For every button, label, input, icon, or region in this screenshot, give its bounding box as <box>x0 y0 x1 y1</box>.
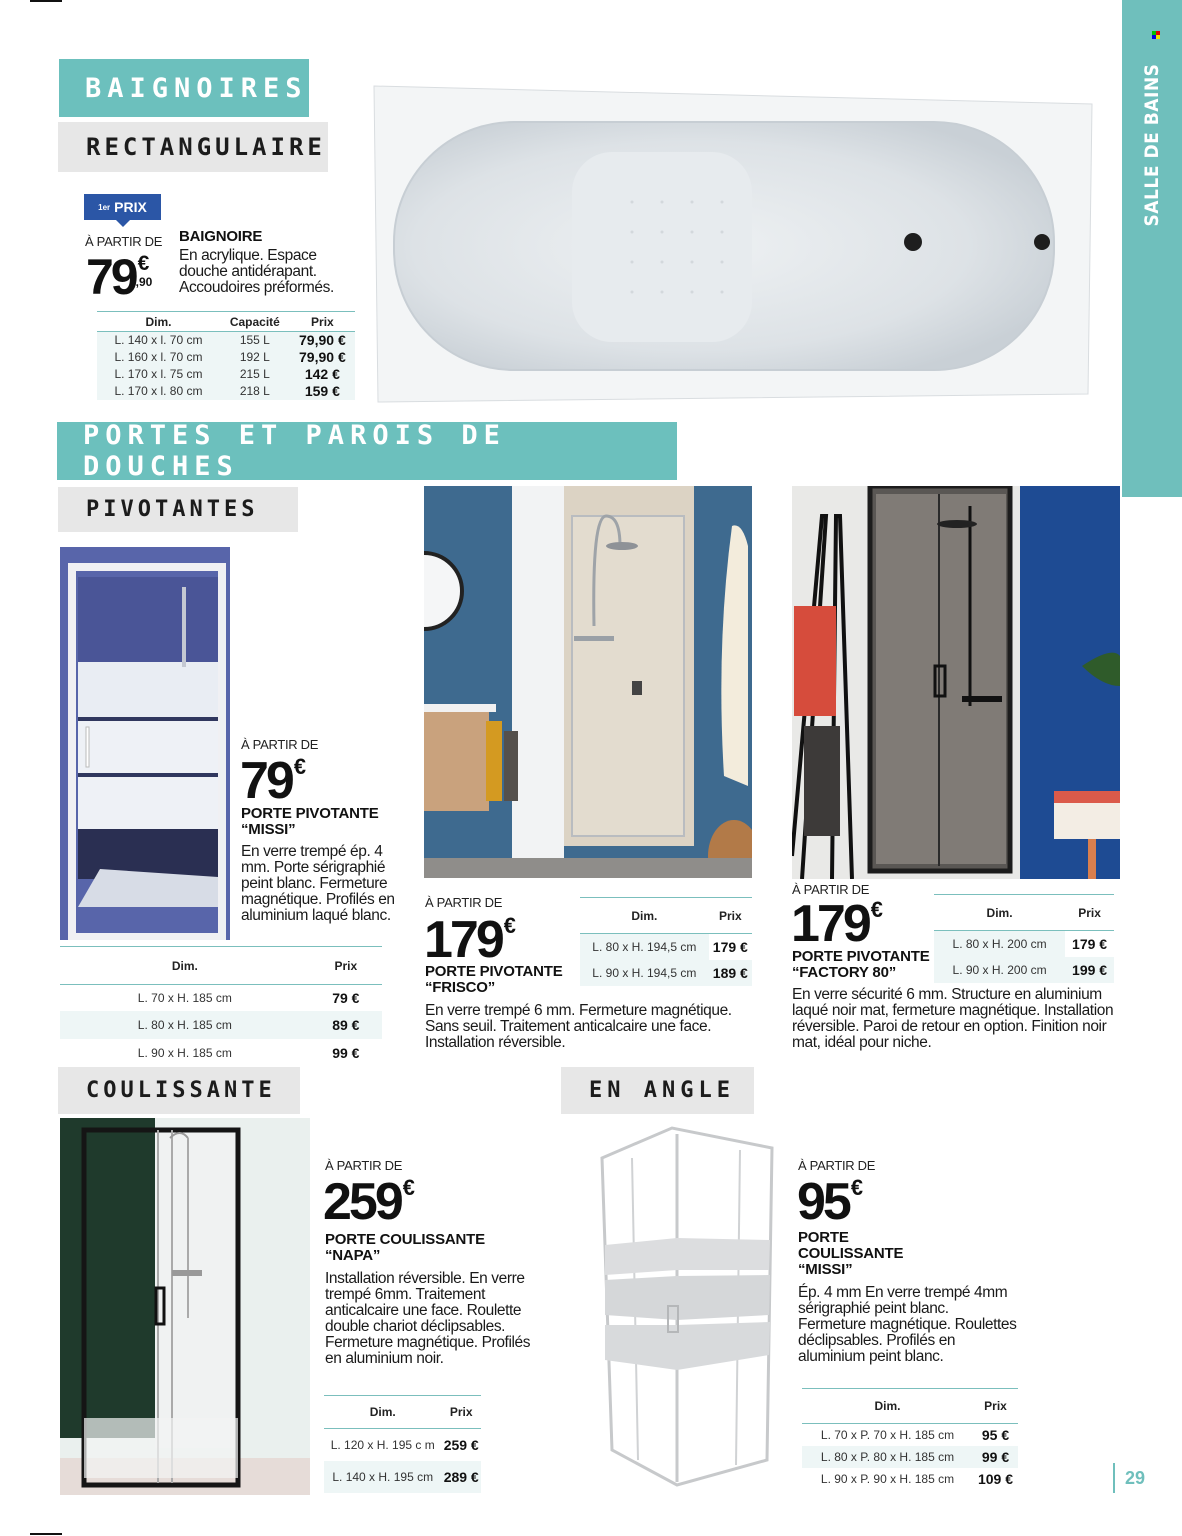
table-row: L. 90 x P. 90 x H. 185 cm 109 € <box>820 1470 1014 1487</box>
color-registration-icon <box>1152 31 1160 39</box>
table-header-row: Dim. Prix <box>324 1396 481 1429</box>
shower-photo-frisco <box>424 486 752 878</box>
product-title-baignoire: BAIGNOIRE <box>179 228 263 245</box>
table-row: L. 140 x l. 70 cm 155 L 79,90 € <box>97 332 355 349</box>
overflow-icon <box>1034 234 1050 250</box>
subheading-pivotantes: PIVOTANTES <box>58 487 298 532</box>
price-napa: 259 € <box>323 1173 415 1231</box>
from-label: À PARTIR DE <box>425 895 503 910</box>
product-description-baignoire: En acrylique. Espace douche antidérapant. Accoudoires préformés. <box>179 247 334 296</box>
bathtub-photo <box>372 82 1100 407</box>
from-label: À PARTIR DE <box>85 234 163 249</box>
table-header-row: Dim. Prix <box>60 947 382 985</box>
shower-photo-missi-pivotante <box>60 547 230 940</box>
table-row: L. 80 x H. 185 cm 89 € <box>60 1011 382 1039</box>
shower-photo-en-angle <box>592 1120 777 1490</box>
price-table-baignoire <box>97 311 355 400</box>
product-description-factory: En verre sécurité 6 mm. Structure en aluminium laqué noir mat, fermeture magnétique. Installation réversible. Paroi de retour en option. Finition noir mat, idéal pour niche. <box>792 986 1114 1051</box>
price-table-missi-pivotante <box>60 946 382 1067</box>
table-header-row: Dim. Prix <box>802 1389 1018 1424</box>
price-missi-angle: 95 € <box>797 1173 863 1231</box>
subheading-coulissante: COULISSANTE <box>58 1067 300 1114</box>
table-row: L. 80 x P. 80 x H. 185 cm 99 € <box>802 1446 1018 1468</box>
crop-mark-bottom <box>30 1533 62 1535</box>
table-row: L. 140 x H. 195 cm 289 € <box>324 1461 481 1493</box>
table-row: L. 90 x H. 194,5 cm 189 € <box>580 960 752 986</box>
table-row: L. 70 x H. 185 cm 79 € <box>137 989 360 1006</box>
product-description-napa: Installation réversible. En verre trempé 6mm. Traitement anticalcaire une face. Roulette double chariot déclipsables. Fermeture magnétique. Profilés en aluminium noir. <box>325 1270 531 1367</box>
price-baignoire: 79 € ,90 <box>86 249 153 305</box>
section-side-tab <box>1122 0 1182 497</box>
table-row: L. 80 x H. 200 cm 179 € <box>934 931 1114 957</box>
from-label: À PARTIR DE <box>325 1158 403 1173</box>
from-label: À PARTIR DE <box>798 1158 876 1173</box>
product-title-napa: PORTE COULISSANTE “NAPA” <box>325 1231 485 1264</box>
table-row: L. 80 x H. 194,5 cm 179 € <box>580 934 752 960</box>
subheading-rectangulaire: RECTANGULAIRE <box>58 122 328 172</box>
price-table-frisco <box>580 897 752 986</box>
price-table-factory <box>934 894 1114 983</box>
heading-baignoires: BAIGNOIRES <box>59 59 309 117</box>
from-label: À PARTIR DE <box>792 882 870 897</box>
page-number: 29 <box>1113 1463 1145 1493</box>
table-header-row: Dim. Prix <box>934 895 1114 931</box>
table-row: L. 90 x H. 200 cm 199 € <box>934 957 1114 983</box>
crop-mark-top <box>30 0 62 2</box>
table-row: L. 70 x P. 70 x H. 185 cm 95 € <box>820 1426 1010 1443</box>
table-row: L. 160 x l. 70 cm 192 L 79,90 € <box>97 349 355 366</box>
table-row: L. 170 x l. 75 cm 215 L 142 € <box>97 366 355 383</box>
price-frisco: 179 € <box>424 911 516 969</box>
side-tab-label: SALLE DE BAINS <box>1141 63 1163 227</box>
table-header-row: Dim. Prix <box>580 898 752 934</box>
price-factory: 179 € <box>791 895 883 953</box>
shower-photo-factory <box>792 486 1120 879</box>
product-title-missi-pivotante: PORTE PIVOTANTE “MISSI” <box>241 805 379 838</box>
product-description-missi-pivotante: En verre trempé ép. 4 mm. Porte sérigraphié peint blanc. Fermeture magnétique. Profilés en aluminium laqué blanc. <box>241 843 395 924</box>
price-table-missi-angle <box>802 1388 1018 1490</box>
table-row: L. 90 x H. 185 cm 99 € <box>137 1044 360 1061</box>
product-title-missi-angle: PORTE COULISSANTE “MISSI” <box>798 1229 904 1278</box>
product-title-factory: PORTE PIVOTANTE “FACTORY 80” <box>792 948 930 981</box>
heading-portes-parois-douches: PORTES ET PAROIS DE DOUCHES <box>57 422 677 480</box>
product-title-frisco: PORTE PIVOTANTE “FRISCO” <box>425 963 563 996</box>
product-description-missi-angle: Ép. 4 mm En verre trempé 4mm sérigraphié peint blanc. Fermeture magnétique. Roulettes déclipsables. Profilés en aluminium peint blanc. <box>798 1284 1017 1365</box>
product-description-frisco: En verre trempé 6 mm. Fermeture magnétique. Sans seuil. Traitement anticalcaire une face. Installation réversible. <box>425 1002 732 1051</box>
table-row: L. 170 x l. 80 cm 218 L 159 € <box>97 383 355 400</box>
first-price-badge: 1er PRIX <box>84 194 161 220</box>
table-header-row: Dim. Capacité Prix <box>97 312 355 332</box>
subheading-en-angle: EN ANGLE <box>561 1067 754 1114</box>
shower-photo-napa <box>60 1118 310 1495</box>
drain-icon <box>904 233 922 251</box>
price-missi-pivotante: 79 € <box>240 752 306 810</box>
price-table-napa <box>324 1395 481 1493</box>
table-row: L. 120 x H. 195 c m 259 € <box>330 1436 479 1453</box>
from-label: À PARTIR DE <box>241 737 319 752</box>
